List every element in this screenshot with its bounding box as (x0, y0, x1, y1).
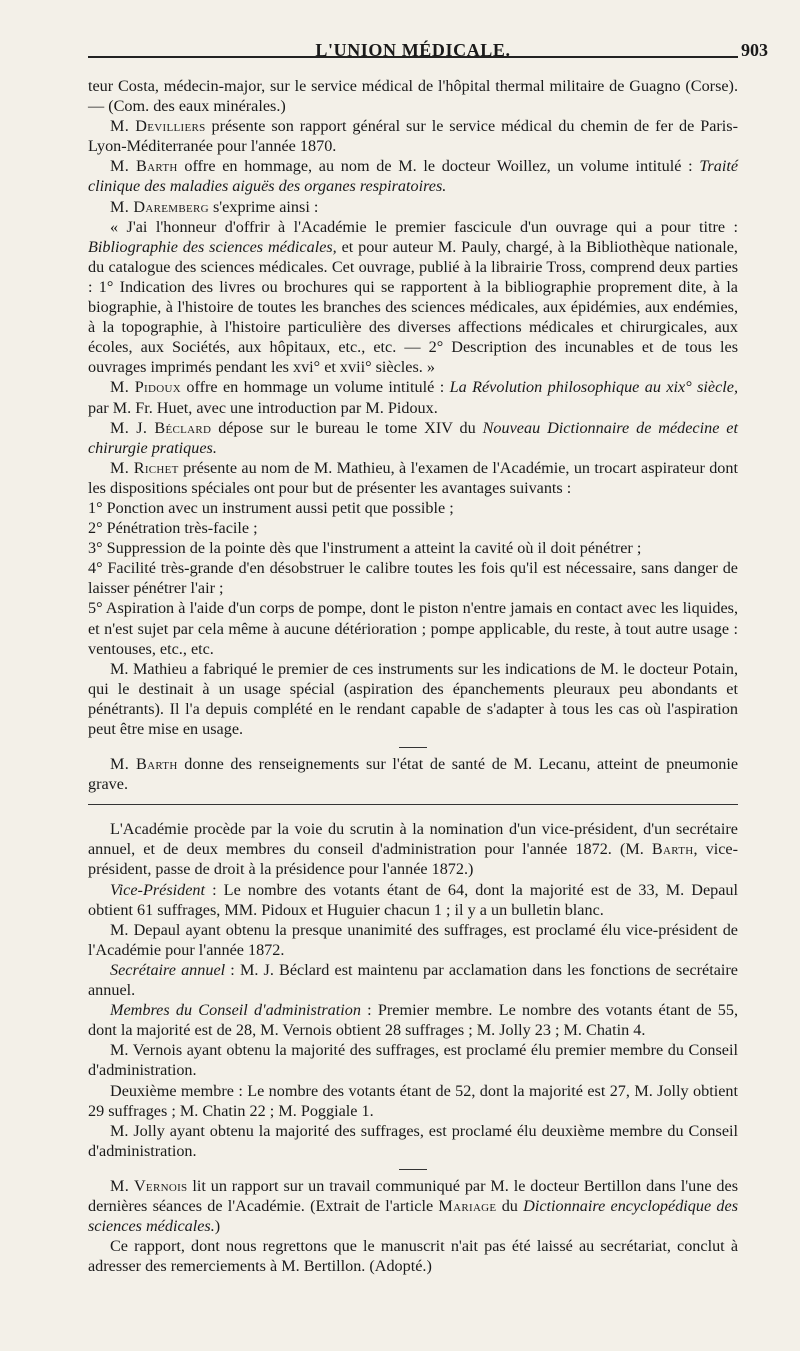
paragraph: M. Daremberg s'exprime ainsi : (110, 197, 319, 216)
speaker-name: M. Daremberg (110, 197, 209, 216)
book-title: Dictionnaire encyclopédique des sciences médicales. (88, 1196, 738, 1236)
section-rule (88, 804, 738, 805)
paragraph: Vice-Président : Le nombre des votants étant de 64, dont la majorité est de 33, M. Depaul obtient 61 suffrages, MM. Pidoux et Huguier chacun 1 ; il y a un bulletin blanc. (88, 880, 738, 919)
paragraph: Secrétaire annuel : M. J. Béclard est maintenu par acclamation dans les fonctions de secrétaire annuel. (88, 960, 738, 1000)
list-item: 4° Facilité très-grande d'en désobstruer le calibre toutes les fois qu'il est nécessaire, sans danger de laisser pénétrer l'air ; (88, 559, 738, 598)
paragraph: Deuxième membre : Le nombre des votants étant de 52, dont la majorité est 27, M. Jolly obtient 29 suffrages ; M. Chatin 22 ; M. Poggiale 1. (88, 1081, 738, 1120)
paragraph: M. Barth donne des renseignements sur l'état de santé de M. Lecanu, atteint de pneumonie grave. (88, 755, 739, 794)
section-label: Secrétaire annuel (110, 960, 226, 979)
paragraph: Membres du Conseil d'administration : Premier membre. Le nombre des votants étant de 55, dont la majorité est de 28, M. Vernois obtient 28 suffrages ; M. Jolly 23 ; M. Chatin 4. (88, 1001, 739, 1040)
running-header (88, 0, 768, 60)
paragraph: M. Depaul ayant obtenu la presque unanimité des suffrages, est proclamé élu vice-président de l'Académie pour l'année 1872. (88, 920, 738, 959)
speaker-name: M. Vernois (110, 1176, 188, 1195)
speaker-name: M. Richet (110, 458, 179, 477)
speaker-name: Barth (651, 840, 694, 859)
book-title: La Révolution philosophique au xix° siècle, (449, 378, 739, 397)
speaker-name: M. Barth (110, 157, 178, 176)
paragraph: M. Richet présente au nom de M. Mathieu, à l'examen de l'Académie, un trocart aspirateur dont les dispositions spéciales ont pour but de présenter les avantages suivants : (88, 458, 738, 497)
speaker-name: M. J. Béclard (110, 418, 212, 437)
list-item: 3° Suppression de la pointe dès que l'instrument a atteint la cavité où il doit pénétrer ; (88, 539, 642, 558)
section-label: Membres du Conseil d'administration (110, 1001, 361, 1020)
paragraph: M. J. Béclard dépose sur le bureau le tome XIV du Nouveau Dictionnaire de médecine et chirurgie pratiques. (88, 418, 738, 457)
section-label: Vice-Président (110, 880, 205, 899)
paragraph: L'Académie procède par la voie du scrutin à la nomination d'un vice-président, d'un secrétaire annuel, et de deux membres du conseil d'administration pour l'année 1872. (M. Barth, vice-président, passe de droit à la présidence pour l'année 1872.) (88, 820, 738, 879)
paragraph: M. Vernois lit un rapport sur un travail communiqué par M. le docteur Bertillon dans l'une des dernières séances de l'Académie. (Extrait de l'article Mariage du Dictionnaire encyclopédique des sciences médicales.) (88, 1176, 738, 1236)
paragraph: M. Vernois ayant obtenu la majorité des suffrages, est proclamé élu premier membre du Conseil d'administration. (88, 1041, 738, 1080)
paragraph: M. Devilliers présente son rapport général sur le service médical du chemin de fer de Paris-Lyon-Méditerranée pour l'année 1870. (88, 117, 738, 156)
list-item: 1° Ponction avec un instrument aussi petit que possible ; (88, 498, 454, 517)
speaker-name: M. Devilliers (110, 117, 206, 136)
article-name: Mariage (438, 1196, 497, 1215)
article-body (88, 76, 738, 1276)
short-separator (399, 747, 427, 748)
speaker-name: M. Pidoux (110, 378, 181, 397)
paragraph: teur Costa, médecin-major, sur le service médical de l'hôpital thermal militaire de Guagno (Corse). — (Com. des eaux minérales.) (88, 77, 738, 116)
paragraph: M. Barth offre en hommage, au nom de M. le docteur Woillez, un volume intitulé : Traité clinique des maladies aiguës des organes respiratoires. (88, 157, 739, 196)
quoted-paragraph: « J'ai l'honneur d'offrir à l'Académie le premier fascicule d'un ouvrage qui a pour titre : Bibliographie des sciences médicales, et pour auteur M. Pauly, chargé, à la Bibliothèque nationale, du catalogue des sciences médicales. Cet ouvrage, publié à la librairie Tross, comprend deux parties : 1° Indication des livres ou brochures qui se rapportent à la bibliographie proprement dite, à la biographie, à l'histoire de toutes les branches des sciences médicales, aux épidémies, aux endémies, à la topographie, à l'histoire particulière des diverses affections médicales et chirurgicales, aux écoles, aux Sociétés, aux hôpitaux, etc., etc. — 2° Description des incunables et de tous les ouvrages imprimés pendant les xvi° et xvii° siècles. » (88, 217, 738, 377)
book-title: Bibliographie des sciences médicales, (88, 237, 337, 256)
list-item: 5° Aspiration à l'aide d'un corps de pompe, dont le piston n'entre jamais en contact avec les liquides, et n'est sujet par cela même à aucune détérioration ; pompe applicable, du reste, à tout autre usage : ventouses, etc., etc. (88, 599, 738, 658)
book-title: Nouveau Dictionnaire de médecine et chirurgie pratiques. (88, 418, 738, 457)
book-title: Traité clinique des maladies aiguës des organes respiratoires. (88, 157, 739, 196)
short-separator (399, 1169, 427, 1170)
paragraph: M. Jolly ayant obtenu la majorité des suffrages, est proclamé élu deuxième membre du Conseil d'administration. (88, 1121, 738, 1160)
journal-title: L'UNION MÉDICALE. (315, 40, 511, 60)
paragraph: Ce rapport, dont nous regrettons que le manuscrit n'ait pas été laissé au secrétariat, conclut à adresser des remerciements à M. Bertillon. (Adopté.) (88, 1237, 738, 1276)
paragraph: M. Mathieu a fabriqué le premier de ces instruments sur les indications de M. le docteur Potain, qui le destinait à un usage spécial (aspiration des épanchements pleuraux peu abondants et pénétrants). Il l'a depuis complété en le rendant capable de s'adapter à tous les cas où l'aspiration peut être mise en usage. (88, 659, 738, 738)
page-number: 903 (741, 40, 768, 60)
speaker-name: M. Barth (110, 755, 178, 774)
paragraph: M. Pidoux offre en hommage un volume intitulé : La Révolution philosophique au xix° siècle, par M. Fr. Huet, avec une introduction par M. Pidoux. (88, 378, 739, 417)
list-item: 2° Pénétration très-facile ; (88, 519, 258, 538)
